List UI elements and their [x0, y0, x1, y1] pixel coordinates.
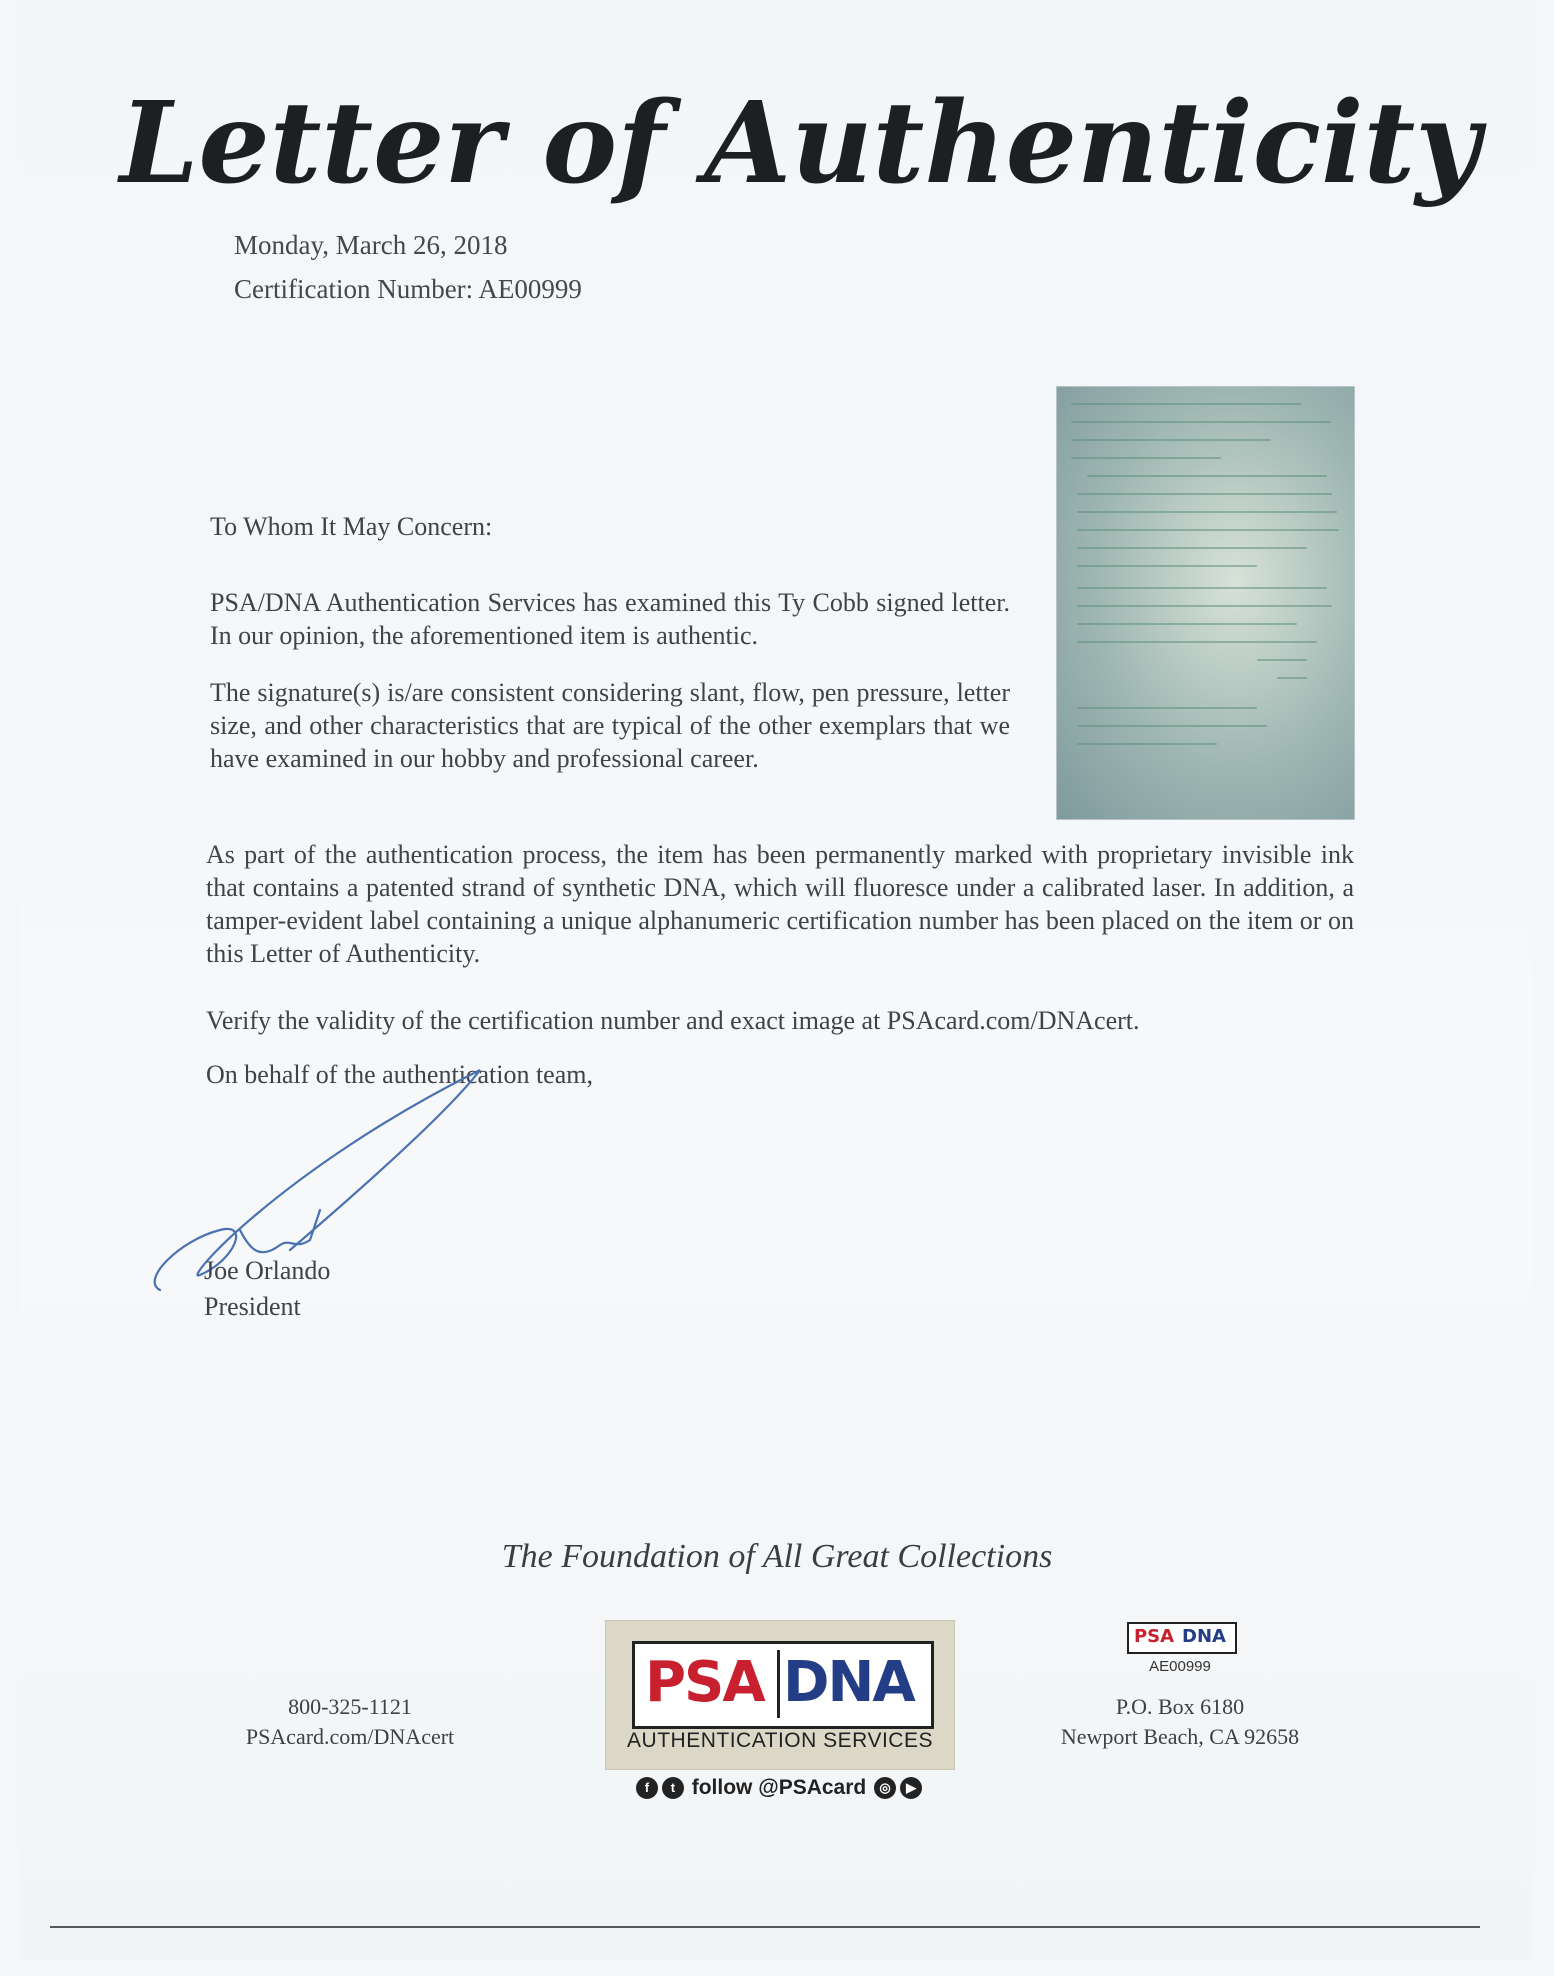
page-title: Letter of Authenticity [119, 78, 1481, 209]
twitter-icon[interactable]: t [662, 1777, 684, 1799]
city-address: Newport Beach, CA 92658 [1060, 1724, 1300, 1749]
paragraph-verify: Verify the validity of the certification number and exact image at PSAcard.com/DNAcert. [206, 1006, 1140, 1035]
follow-text[interactable]: follow @PSAcard [691, 1776, 867, 1799]
paragraph-dna-process: As part of the authentication process, the item has been permanently marked with proprietary invisible ink that contains a patented strand of synthetic DNA, which will fluoresce under a calibrated laser. In addition, a tamper-evident label containing a unique alphanumeric certification number has been placed on the item or on this Letter of Authenticity. [206, 840, 1354, 968]
certification-number: Certification Number: AE00999 [234, 274, 582, 304]
website-link[interactable]: PSAcard.com/DNAcert [245, 1724, 455, 1749]
phone-number: 800-325-1121 [288, 1694, 412, 1719]
item-photo [1056, 386, 1355, 820]
cert-label-logo: PSA DNA [1127, 1622, 1237, 1654]
letter-page [20, 0, 1534, 1960]
facebook-icon[interactable]: f [636, 1777, 658, 1799]
cert-label-number: AE00999 [1149, 1658, 1211, 1675]
salutation: To Whom It May Concern: [210, 512, 493, 541]
tagline: The Foundation of All Great Collections [501, 1538, 1053, 1575]
logo-psa-text: PSA [645, 1650, 764, 1715]
po-box: P.O. Box 6180 [1115, 1694, 1245, 1719]
instagram-icon[interactable]: ◎ [874, 1777, 896, 1799]
logo-subtitle: AUTHENTICATION SERVICES [627, 1729, 933, 1752]
bottom-divider [50, 1926, 1480, 1928]
signer-name: Joe Orlando [204, 1256, 331, 1285]
closing-line: On behalf of the authentication team, [206, 1060, 593, 1089]
title-script-svg [119, 70, 1481, 230]
letter-date: Monday, March 26, 2018 [234, 230, 508, 260]
youtube-icon[interactable]: ▶ [900, 1777, 922, 1799]
psa-dna-logo [605, 1620, 955, 1770]
paragraph-signature-consistency: The signature(s) is/are consistent considering slant, flow, pen pressure, letter size, and other characteristics that are typical of the other exemplars that we have examined in our hobby and professional career. [210, 678, 1010, 773]
social-follow [605, 1776, 953, 1800]
paragraph-examined: PSA/DNA Authentication Services has examined this Ty Cobb signed letter. In our opinion, the aforementioned item is authentic. [210, 588, 1010, 650]
signer-title: President [204, 1292, 301, 1321]
logo-dna-text: DNA [783, 1650, 914, 1715]
contact-left [220, 1692, 480, 1752]
contact-right [1030, 1692, 1330, 1752]
